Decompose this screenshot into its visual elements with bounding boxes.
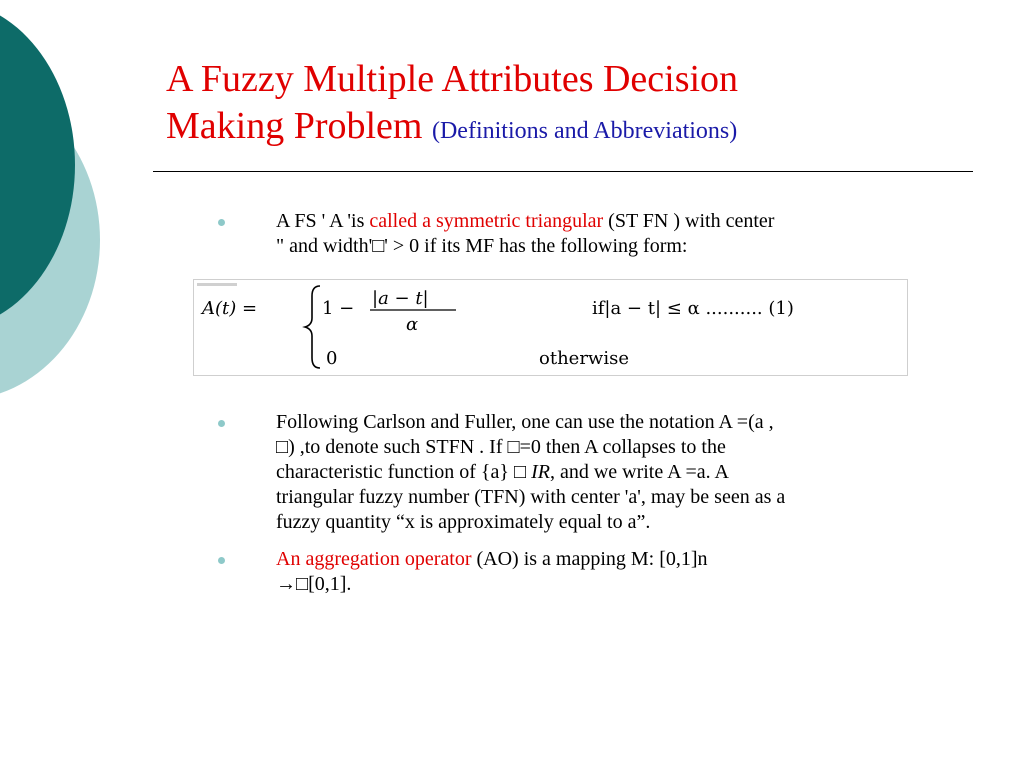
bullet-item-carlson-fuller (276, 410, 976, 535)
formula-graphic (194, 280, 907, 375)
bullet-2-text-b: , and we write A =a. A (549, 461, 729, 483)
bullet-1-text-b: (ST FN ) with center (603, 210, 775, 232)
bullet-3-line-2: →□[0,1]. (276, 573, 352, 595)
membership-function-formula (193, 279, 908, 376)
title-line-2 (166, 103, 986, 155)
bullet-2-line-2: □) ,to denote such STFN . If □=0 then A collapses to the (276, 436, 726, 458)
slide-title (166, 56, 986, 155)
title-line-1: A Fuzzy Multiple Attributes Decision (166, 58, 739, 100)
bullet-1-highlight: called a symmetric triangular (369, 210, 604, 232)
bullet-item-aggregation (276, 547, 976, 597)
formula-thumbnail-mark (197, 283, 237, 286)
bullet-1-line-1 (276, 209, 976, 234)
bullet-3-text-b: (AO) is a mapping M: [0,1]n (471, 548, 708, 570)
bullet-2-line-5: fuzzy quantity “x is approximately equal to a”. (276, 511, 651, 533)
bullet-dot (218, 219, 225, 226)
formula-brace (305, 286, 320, 368)
light-teal-circle (0, 80, 100, 400)
formula-zero: 0 (326, 348, 338, 369)
formula-numerator: |a − t| (372, 288, 429, 309)
formula-denominator: α (406, 314, 419, 335)
dark-teal-circle (0, 0, 75, 330)
bullet-1-text-a: A FS ' A 'is (276, 210, 370, 232)
bullet-dot (218, 557, 225, 564)
bullet-3-highlight: An aggregation operator (276, 548, 472, 570)
formula-one-minus: 1 − (322, 298, 355, 319)
bullet-2-ir: IR (531, 461, 550, 483)
bullet-2-text-a: characteristic function of {a} □ (276, 461, 532, 483)
decorative-circles (0, 0, 110, 400)
bullet-2-line-3 (276, 460, 976, 485)
bullet-1-line-2: " and width'□' > 0 if its MF has the following form: (276, 235, 688, 257)
formula-otherwise: otherwise (539, 348, 629, 369)
bullet-2-line-1: Following Carlson and Fuller, one can use the notation A =(a , (276, 411, 774, 433)
formula-lhs: A(t) = (202, 298, 258, 319)
formula-condition: if|a − t| ≤ α .......... (1) (592, 298, 794, 319)
title-line-2-text: Making Problem (166, 105, 423, 147)
bullet-2-line-4: triangular fuzzy number (TFN) with center 'a', may be seen as a (276, 486, 786, 508)
bullet-3-line-1 (276, 547, 976, 572)
bullet-dot (218, 420, 225, 427)
title-subtitle: (Definitions and Abbreviations) (431, 118, 738, 144)
title-divider (153, 171, 973, 172)
bullet-item-definition (276, 209, 976, 259)
